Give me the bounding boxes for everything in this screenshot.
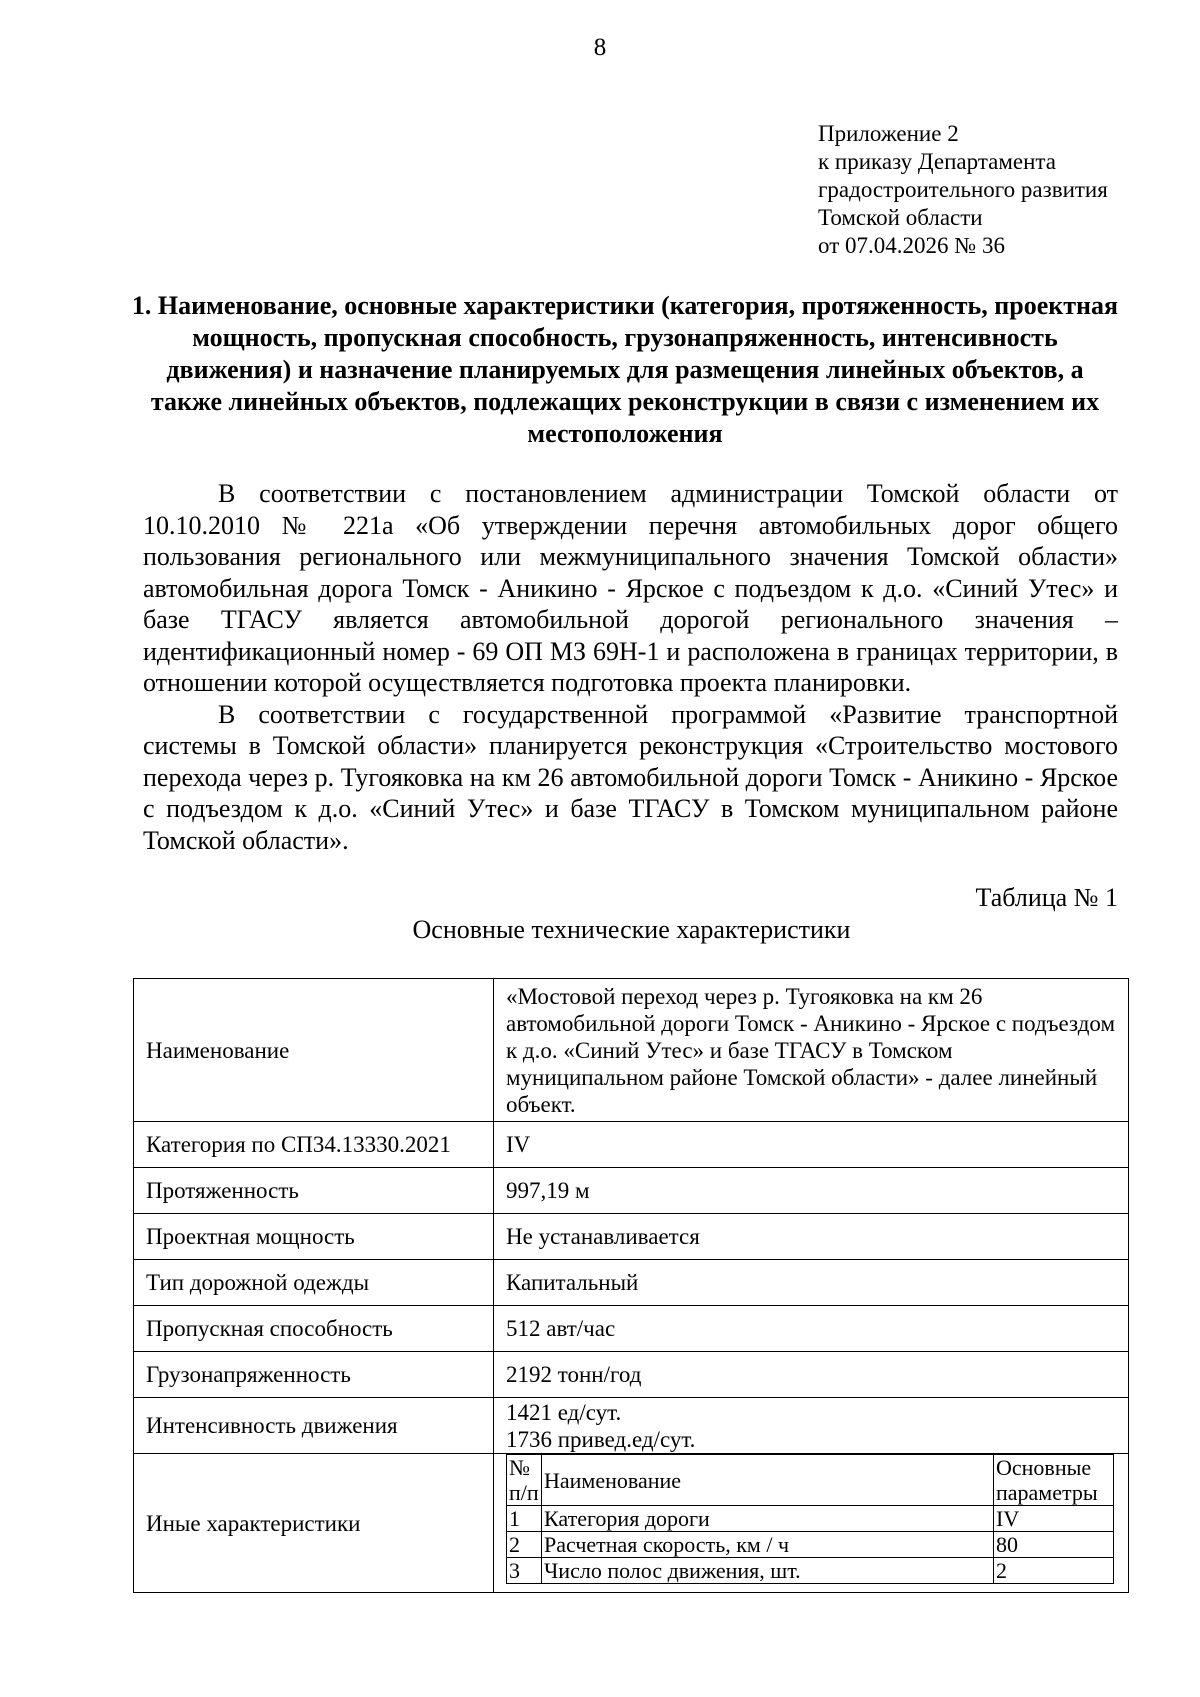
row-value: Не устанавливается — [494, 1214, 1129, 1260]
appendix-line: градостроительного развития — [818, 177, 1108, 202]
table-row — [134, 1260, 1129, 1306]
row-value: 512 авт/час — [494, 1306, 1129, 1352]
inner-name: Расчетная скорость, км / ч — [542, 1532, 994, 1558]
table-row — [134, 1168, 1129, 1214]
row-value: 2192 тонн/год — [494, 1352, 1129, 1398]
inner-header-name: Наименование — [542, 1455, 994, 1506]
row-value: IV — [494, 1122, 1129, 1168]
inner-header-row — [507, 1455, 1114, 1506]
table-row — [134, 1306, 1129, 1352]
table-caption: Таблица № 1 — [975, 883, 1118, 912]
table-row — [134, 1398, 1129, 1454]
inner-num: 1 — [507, 1506, 542, 1532]
row-label: Проектная мощность — [134, 1214, 494, 1260]
row-value — [494, 1454, 1129, 1593]
paragraph: В соответствии с государственной программой «Развитие транспортной системы в Томской области» планируется реконструкция «Строительство мостового перехода через р. Тугояковка на км 26 автомобильной дороги Томск - Аникино - Ярское с подъездом к д.о. «Синий Утес» и базе ТГАСУ в Томском муниципальном районе Томской области». — [143, 699, 1118, 855]
appendix-line: Томской области — [818, 205, 983, 230]
row-value: 997,19 м — [494, 1168, 1129, 1214]
table-row — [134, 1122, 1129, 1168]
body-text — [143, 478, 1118, 856]
inner-name: Категория дороги — [542, 1506, 994, 1532]
row-label: Иные характеристики — [134, 1454, 494, 1593]
row-label: Грузонапряженность — [134, 1352, 494, 1398]
row-value: Капитальный — [494, 1260, 1129, 1306]
inner-row — [507, 1506, 1114, 1532]
appendix-line: Приложение 2 — [818, 121, 959, 146]
table-row — [134, 1214, 1129, 1260]
section-heading: 1. Наименование, основные характеристики (категория, протяженность, проектная мощность, пропускная способность, грузонапряженность, интенсивность движения) и назначение планируемых для размещения линейных объектов, а также линейных объектов, подлежащих реконструкции в связи с изменением их местоположения — [131, 291, 1119, 448]
table-row — [134, 1352, 1129, 1398]
inner-row — [507, 1532, 1114, 1558]
table-title: Основные технические характеристики — [412, 915, 851, 944]
row-label: Категория по СП34.13330.2021 — [134, 1122, 494, 1168]
inner-row — [507, 1558, 1114, 1584]
inner-num: 2 — [507, 1532, 542, 1558]
row-value: «Мостовой переход через р. Тугояковка на км 26 автомобильной дороги Томск - Аникино - Ярское с подъездом к д.о. «Синий Утес» и базе ТГАСУ в Томском муниципальном районе Томской области» - далее линейный объект. — [494, 979, 1129, 1122]
characteristics-table — [133, 978, 1129, 1593]
appendix-line: от 07.04.2026 № 36 — [818, 233, 1005, 258]
row-label: Интенсивность движения — [134, 1398, 494, 1454]
row-label: Протяженность — [134, 1168, 494, 1214]
appendix-block — [818, 120, 1108, 260]
paragraph: В соответствии с постановлением администрации Томской области от 10.10.2010 № 221а «Об утверждении перечня автомобильных дорог общего пользования регионального или межмуниципального значения Томской области» автомобильная дорога Томск - Аникино - Ярское с подъездом к д.о. «Синий Утес» и базе ТГАСУ является автомобильной дорогой регионального значения – идентификационный номер - 69 ОП МЗ 69Н-1 и расположена в границах территории, в отношении которой осуществляется подготовка проекта планировки. — [143, 479, 1118, 697]
appendix-line: к приказу Департамента — [818, 149, 1056, 174]
row-label: Тип дорожной одежды — [134, 1260, 494, 1306]
inner-header-params: Основные параметры — [994, 1455, 1114, 1506]
row-value — [494, 1398, 1129, 1454]
inner-param: IV — [994, 1506, 1114, 1532]
table-row — [134, 979, 1129, 1122]
inner-param: 2 — [994, 1558, 1114, 1584]
table-row — [134, 1454, 1129, 1593]
row-label: Пропускная способность — [134, 1306, 494, 1352]
other-characteristics-table — [506, 1454, 1114, 1584]
inner-num: 3 — [507, 1558, 542, 1584]
inner-param: 80 — [994, 1532, 1114, 1558]
value-line: 1736 привед.ед/сут. — [506, 1426, 696, 1452]
page-number: 8 — [593, 34, 607, 61]
value-line: 1421 ед/сут. — [506, 1399, 622, 1425]
inner-header-num: № п/п — [507, 1455, 542, 1506]
row-label: Наименование — [134, 979, 494, 1122]
inner-name: Число полос движения, шт. — [542, 1558, 994, 1584]
